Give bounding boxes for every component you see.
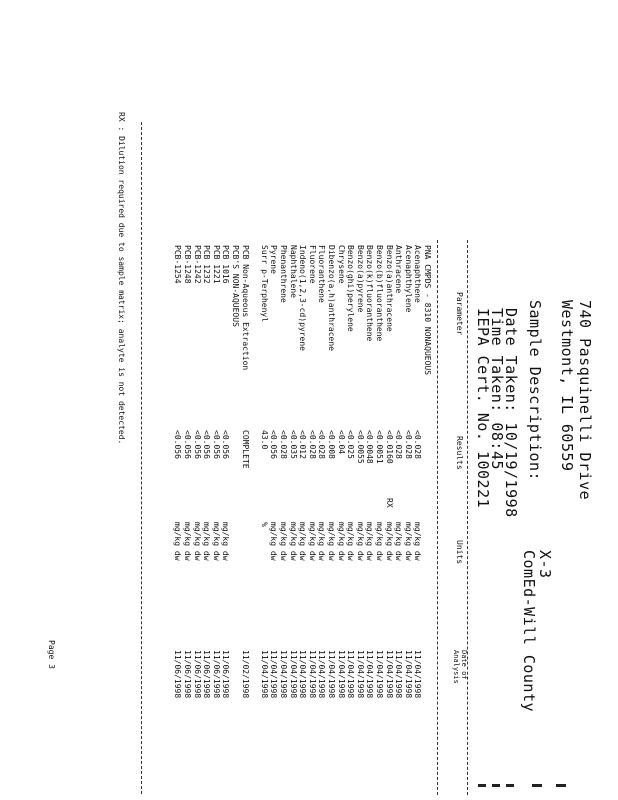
result-cell: <0.035 bbox=[288, 430, 298, 459]
table-row bbox=[394, 0, 403, 800]
table-row bbox=[269, 0, 278, 800]
table-row bbox=[337, 0, 346, 800]
parameter-cell: Benzo(b)fluoranthene bbox=[375, 245, 384, 342]
analysis-date-cell: 11/04/1998 bbox=[355, 650, 365, 699]
parameter-cell: Acenaphthylene bbox=[403, 245, 413, 313]
table-row bbox=[221, 0, 230, 800]
table-row bbox=[346, 0, 355, 800]
result-cell: <0.028 bbox=[403, 430, 413, 459]
analysis-date-cell: 11/04/1998 bbox=[259, 650, 269, 699]
result-cell: <0.028 bbox=[394, 430, 404, 459]
result-cell: <0.056 bbox=[183, 430, 192, 459]
result-cell: <0.056 bbox=[211, 430, 221, 459]
analysis-date-cell: 11/04/1998 bbox=[336, 650, 346, 699]
units-cell: mg/kg dw bbox=[384, 522, 394, 561]
address-line-2: Westmont, IL 60559 bbox=[558, 300, 576, 472]
analysis-date-cell: 11/04/1998 bbox=[394, 650, 404, 699]
table-row bbox=[212, 0, 221, 800]
units-cell: mg/kg dw bbox=[202, 522, 212, 561]
result-cell: <0.0160 bbox=[384, 430, 394, 464]
table-bottom-divider bbox=[141, 122, 142, 794]
units-cell: mg/kg dw bbox=[346, 522, 356, 561]
result-cell: <0.028 bbox=[317, 430, 327, 459]
analysis-date-cell: 11/04/1998 bbox=[384, 650, 394, 699]
parameter-cell: PCB 1016 bbox=[221, 245, 231, 284]
qualifier-flag: RX bbox=[384, 498, 394, 508]
result-cell: <0.056 bbox=[192, 430, 202, 459]
result-cell: 43.0 bbox=[259, 430, 269, 450]
table-row bbox=[404, 0, 413, 800]
column-header-date-line1: Date of bbox=[460, 650, 468, 680]
result-cell: <0.056 bbox=[202, 430, 212, 459]
units-cell: mg/kg dw bbox=[336, 522, 346, 561]
result-cell: <0.025 bbox=[346, 430, 356, 459]
sample-id: X-3 bbox=[536, 550, 554, 579]
parameter-cell: Pyrene bbox=[269, 245, 279, 274]
result-cell: <0.0055 bbox=[355, 430, 365, 464]
cropped-mark bbox=[556, 784, 566, 787]
result-cell: <0.0051 bbox=[375, 430, 384, 464]
units-cell: mg/kg dw bbox=[355, 522, 365, 561]
parameter-cell: Fluoranthene bbox=[317, 245, 327, 303]
units-cell: mg/kg dw bbox=[413, 522, 423, 561]
units-cell: mg/kg dw bbox=[288, 522, 298, 561]
analysis-date-cell: 11/04/1998 bbox=[413, 650, 423, 699]
table-row bbox=[317, 0, 326, 800]
header-divider bbox=[467, 240, 468, 795]
analysis-date-cell: 11/06/1998 bbox=[173, 650, 183, 699]
parameter-cell: PCB 1232 bbox=[202, 245, 212, 284]
parameter-cell: Indeno(1,2,3-cd)pyrene bbox=[298, 245, 308, 351]
table-row bbox=[298, 0, 307, 800]
time-taken: Time Taken: 08:45 bbox=[488, 308, 506, 471]
analysis-date-cell: 11/04/1998 bbox=[346, 650, 356, 699]
table-row bbox=[356, 0, 365, 800]
date-taken: Date Taken: 10/19/1998 bbox=[502, 308, 520, 518]
footnote: RX : Dilution required due to sample matrix; analyte is not detected. bbox=[117, 112, 126, 445]
table-row bbox=[327, 0, 336, 800]
parameter-cell: Dibenzo(a,h)anthracene bbox=[327, 245, 336, 351]
analysis-date-cell: 11/04/1998 bbox=[317, 650, 327, 699]
parameter-cell: Benzo(a)anthracene bbox=[384, 245, 394, 332]
parameter-cell: Chrysene bbox=[336, 245, 346, 284]
table-row bbox=[183, 0, 192, 800]
table-row bbox=[173, 0, 182, 800]
table-row bbox=[365, 0, 374, 800]
cropped-mark bbox=[506, 784, 514, 787]
units-cell: mg/kg dw bbox=[317, 522, 327, 561]
parameter-cell: Naphthalene bbox=[288, 245, 298, 298]
page-number: Page 3 bbox=[47, 640, 56, 669]
parameter-cell: PNA CMPDS - 8310 NONAQUEOUS bbox=[423, 245, 432, 376]
table-row bbox=[279, 0, 288, 800]
sample-description-label: Sample Description: bbox=[526, 300, 544, 482]
table-row bbox=[308, 0, 317, 800]
result-cell: <0.056 bbox=[269, 430, 279, 459]
units-cell: mg/kg dw bbox=[211, 522, 221, 561]
analysis-date-cell: 11/06/1998 bbox=[221, 650, 231, 699]
parameter-cell: PCB-1248 bbox=[183, 245, 192, 284]
table-row bbox=[260, 0, 269, 800]
analysis-date-cell: 11/04/1998 bbox=[375, 650, 384, 699]
analysis-date-cell: 11/04/1998 bbox=[269, 650, 279, 699]
client-name: ComEd-Will County bbox=[520, 550, 538, 713]
units-cell: mg/kg dw bbox=[269, 522, 279, 561]
parameter-cell: Phenanthrene bbox=[279, 245, 288, 303]
parameter-cell: PCB-1242 bbox=[192, 245, 202, 284]
result-cell: <0.012 bbox=[298, 430, 308, 459]
result-cell: <0.0048 bbox=[365, 430, 375, 464]
analysis-date-cell: 11/06/1998 bbox=[183, 650, 192, 699]
table-row bbox=[289, 0, 298, 800]
cropped-mark bbox=[478, 784, 486, 787]
result-cell: <0.056 bbox=[173, 430, 183, 459]
cropped-mark bbox=[532, 784, 542, 787]
units-cell: mg/kg dw bbox=[183, 522, 192, 561]
analysis-date-cell: 11/04/1998 bbox=[288, 650, 298, 699]
result-cell: <0.056 bbox=[221, 430, 231, 459]
result-cell: <0.008 bbox=[327, 430, 336, 459]
analysis-date-cell: 11/02/1998 bbox=[240, 650, 250, 699]
parameter-cell: PCB 1221 bbox=[211, 245, 221, 284]
parameter-cell: Fluorene bbox=[307, 245, 317, 284]
parameter-cell: Anthracene bbox=[394, 245, 404, 294]
table-row bbox=[385, 0, 394, 800]
iepa-cert: IEPA Cert. No. 100221 bbox=[474, 308, 492, 509]
table-row bbox=[193, 0, 202, 800]
result-cell: <0.028 bbox=[307, 430, 317, 459]
units-cell: mg/kg dw bbox=[173, 522, 183, 561]
address-line-1: 740 Pasquinelli Drive bbox=[576, 300, 594, 501]
analysis-date-cell: 11/04/1998 bbox=[403, 650, 413, 699]
parameter-cell: Acenaphthene bbox=[413, 245, 423, 303]
analysis-date-cell: 11/06/1998 bbox=[202, 650, 212, 699]
table-row bbox=[250, 0, 259, 800]
table-row bbox=[202, 0, 211, 800]
result-cell: COMPLETE bbox=[240, 430, 250, 469]
analysis-date-cell: 11/06/1998 bbox=[211, 650, 221, 699]
parameter-cell: PCB-1254 bbox=[173, 245, 183, 284]
table-row bbox=[423, 0, 432, 800]
parameter-cell: PCB'S NON-AQUEOUS bbox=[231, 245, 240, 327]
units-cell: mg/kg dw bbox=[394, 522, 404, 561]
table-row bbox=[375, 0, 384, 800]
units-cell: mg/kg dw bbox=[279, 522, 288, 561]
parameter-cell: Benzo(a)pyrene bbox=[355, 245, 365, 313]
units-cell: mg/kg dw bbox=[221, 522, 231, 561]
table-row bbox=[231, 0, 240, 800]
units-cell: mg/kg dw bbox=[298, 522, 308, 561]
units-cell: mg/kg dw bbox=[365, 522, 375, 561]
result-cell: <0.028 bbox=[279, 430, 288, 459]
units-cell: mg/kg dw bbox=[327, 522, 336, 561]
parameter-cell: PCB Non-Aqueous Extraction bbox=[240, 245, 250, 371]
column-header-parameter: Parameter bbox=[455, 292, 464, 336]
column-header-results: Results bbox=[455, 436, 464, 470]
result-cell: <0.04 bbox=[336, 430, 346, 455]
units-cell: mg/kg dw bbox=[375, 522, 384, 561]
parameter-cell: Benzo(ghi)perylene bbox=[346, 245, 356, 332]
column-header-date-line2: Analysis bbox=[452, 650, 460, 684]
column-header-units: Units bbox=[455, 540, 464, 565]
table-row bbox=[241, 0, 250, 800]
parameter-cell: Surr p-Terphenyl bbox=[259, 245, 269, 323]
column-header-divider bbox=[437, 240, 438, 795]
result-cell: <0.028 bbox=[413, 430, 423, 459]
cropped-mark bbox=[492, 784, 500, 787]
analysis-date-cell: 11/04/1998 bbox=[298, 650, 308, 699]
units-cell: % bbox=[259, 522, 269, 527]
units-cell: mg/kg dw bbox=[192, 522, 202, 561]
table-row bbox=[413, 0, 422, 800]
analysis-date-cell: 11/04/1998 bbox=[307, 650, 317, 699]
analysis-date-cell: 11/04/1998 bbox=[279, 650, 288, 699]
analysis-date-cell: 11/04/1998 bbox=[327, 650, 336, 699]
units-cell: mg/kg dw bbox=[307, 522, 317, 561]
analysis-date-cell: 11/04/1998 bbox=[365, 650, 375, 699]
parameter-cell: Benzo(k)fluoranthene bbox=[365, 245, 375, 342]
units-cell: mg/kg dw bbox=[403, 522, 413, 561]
analysis-date-cell: 11/06/1998 bbox=[192, 650, 202, 699]
